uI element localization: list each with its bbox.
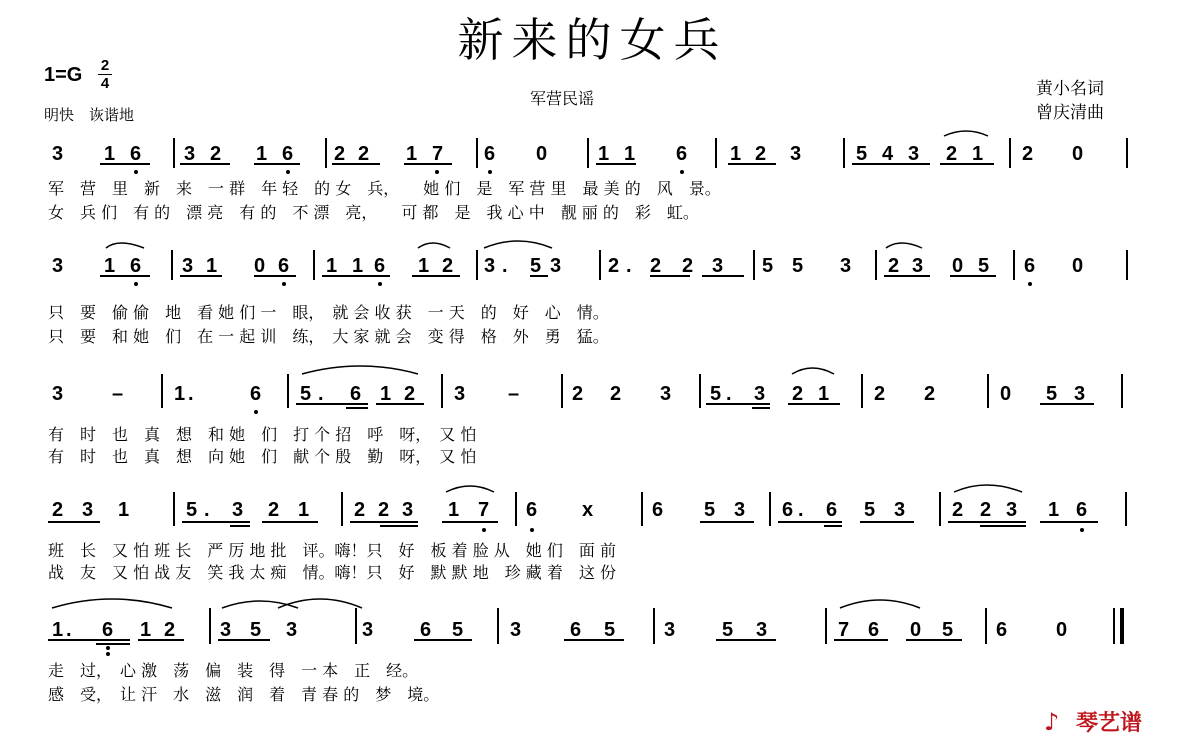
svg-text:2: 2 (210, 143, 222, 165)
composer-credit: 曾庆清曲 (1036, 103, 1104, 123)
svg-text:6: 6 (130, 143, 142, 165)
svg-text:6: 6 (278, 255, 290, 277)
svg-text:6: 6 (420, 619, 432, 641)
svg-text:1: 1 (298, 499, 310, 521)
svg-text:2: 2 (1022, 143, 1034, 165)
lyric-verse-2: 战 友 又 怕 战 友 笑 我 太 痴 情。嗨！只 好 默 默 地 珍 藏 着 这 份 (48, 563, 616, 582)
svg-text:5: 5 (250, 619, 262, 641)
svg-text:7: 7 (432, 143, 444, 165)
svg-text:1: 1 (406, 143, 418, 165)
svg-text:2: 2 (650, 255, 662, 277)
lyric-verse-1: 走 过， 心 激 荡 偏 装 得 一 本 正 经。 (48, 661, 419, 680)
svg-text:0: 0 (1000, 383, 1012, 405)
svg-text:3: 3 (510, 619, 522, 641)
svg-text:3: 3 (52, 383, 64, 405)
svg-text:0: 0 (952, 255, 964, 277)
time-sig-bottom: 4 (100, 75, 110, 92)
svg-text:1: 1 (52, 619, 64, 641)
svg-text:.: . (66, 619, 72, 641)
svg-text:3: 3 (454, 383, 466, 405)
svg-text:x: x (582, 499, 594, 521)
lyric-verse-2: 女 兵 们 有 的 漂 亮 有 的 不 漂 亮， 可 都 是 我 心 中 靓 丽 的 彩 虹。 (48, 203, 699, 222)
svg-text:3: 3 (1006, 499, 1018, 521)
svg-text:6: 6 (130, 255, 142, 277)
svg-text:1: 1 (818, 383, 830, 405)
genre-label: 军营民谣 (530, 89, 595, 108)
svg-text:3: 3 (52, 255, 64, 277)
svg-text:3: 3 (182, 255, 194, 277)
svg-text:2: 2 (572, 383, 584, 405)
svg-text:4: 4 (882, 143, 894, 165)
svg-text:2: 2 (358, 143, 370, 165)
svg-text:3: 3 (908, 143, 920, 165)
svg-text:0: 0 (536, 143, 548, 165)
lyricist-credit: 黄小名词 (1036, 79, 1104, 99)
svg-text:2: 2 (874, 383, 886, 405)
lyric-verse-1: 班 长 又 怕 班 长 严 厉 地 批 评。嗨！只 好 板 着 脸 从 她 们 面 前 (48, 541, 616, 560)
score-row-5 (0, 598, 1185, 708)
svg-text:3: 3 (184, 143, 196, 165)
svg-text:3: 3 (232, 499, 244, 521)
score-row-2 (0, 240, 1185, 350)
svg-text:.: . (626, 255, 632, 277)
svg-text:6: 6 (570, 619, 582, 641)
svg-text:1: 1 (206, 255, 218, 277)
svg-text:1: 1 (326, 255, 338, 277)
lyric-verse-1: 军 营 里 新 来 一 群 年 轻 的 女 兵， 她 们 是 军 营 里 最 美 的 风 景。 (48, 179, 721, 198)
svg-text:6: 6 (868, 619, 880, 641)
lyric-verse-2: 感 受， 让 汗 水 滋 润 着 青 春 的 梦 境。 (48, 685, 440, 704)
svg-text:1: 1 (140, 619, 152, 641)
svg-text:5: 5 (186, 499, 198, 521)
svg-text:6: 6 (826, 499, 838, 521)
svg-text:5: 5 (864, 499, 876, 521)
svg-text:–: – (112, 383, 124, 405)
svg-text:.: . (726, 383, 732, 405)
svg-text:6: 6 (350, 383, 362, 405)
site-logo-text: 琴艺谱 (1076, 711, 1143, 736)
svg-text:6: 6 (282, 143, 294, 165)
svg-text:3: 3 (840, 255, 852, 277)
svg-text:.: . (204, 499, 210, 521)
lyric-verse-2: 有 时 也 真 想 向 她 们 献 个 殷 勤 呀， 又 怕 (48, 447, 477, 466)
svg-text:.: . (502, 255, 508, 277)
svg-text:3: 3 (790, 143, 802, 165)
svg-text:5: 5 (604, 619, 616, 641)
svg-text:2: 2 (888, 255, 900, 277)
svg-text:3: 3 (660, 383, 672, 405)
svg-text:6: 6 (996, 619, 1008, 641)
svg-text:0: 0 (1072, 143, 1084, 165)
svg-text:5: 5 (792, 255, 804, 277)
svg-text:2: 2 (610, 383, 622, 405)
svg-text:3: 3 (894, 499, 906, 521)
svg-text:2: 2 (442, 255, 454, 277)
svg-text:2: 2 (924, 383, 936, 405)
svg-text:5: 5 (530, 255, 542, 277)
svg-text:1: 1 (730, 143, 742, 165)
svg-text:1: 1 (418, 255, 430, 277)
svg-text:5: 5 (978, 255, 990, 277)
svg-text:7: 7 (478, 499, 490, 521)
svg-text:0: 0 (254, 255, 266, 277)
svg-text:3: 3 (756, 619, 768, 641)
svg-text:6: 6 (102, 619, 114, 641)
svg-text:6: 6 (676, 143, 688, 165)
svg-text:3: 3 (664, 619, 676, 641)
svg-text:1: 1 (1048, 499, 1060, 521)
svg-text:3: 3 (712, 255, 724, 277)
svg-text:2: 2 (164, 619, 176, 641)
score-row-1 (0, 128, 1185, 238)
svg-text:5: 5 (300, 383, 312, 405)
svg-text:1: 1 (448, 499, 460, 521)
svg-text:6: 6 (374, 255, 386, 277)
svg-text:2: 2 (404, 383, 416, 405)
qinyipu-logo-icon: ♪ (1044, 708, 1060, 736)
svg-text:.: . (798, 499, 804, 521)
svg-text:2: 2 (354, 499, 366, 521)
svg-text:2: 2 (755, 143, 767, 165)
svg-text:3: 3 (912, 255, 924, 277)
svg-text:3: 3 (1074, 383, 1086, 405)
svg-text:1: 1 (624, 143, 636, 165)
score-row-4 (0, 482, 1185, 592)
svg-text:2: 2 (52, 499, 64, 521)
svg-text:0: 0 (910, 619, 922, 641)
svg-text:.: . (188, 383, 194, 405)
svg-text:5: 5 (710, 383, 722, 405)
svg-text:0: 0 (1056, 619, 1068, 641)
svg-text:3: 3 (220, 619, 232, 641)
svg-text:2: 2 (980, 499, 992, 521)
svg-text:2: 2 (608, 255, 620, 277)
svg-text:1: 1 (352, 255, 364, 277)
lyric-verse-1: 只 要 偷 偷 地 看 她 们 一 眼， 就 会 收 获 一 天 的 好 心 情。 (48, 303, 609, 322)
svg-text:5: 5 (704, 499, 716, 521)
svg-text:5: 5 (856, 143, 868, 165)
svg-text:1: 1 (104, 143, 116, 165)
svg-text:6: 6 (484, 143, 496, 165)
svg-text:3: 3 (734, 499, 746, 521)
score-row-3 (0, 364, 1185, 474)
svg-text:6: 6 (1024, 255, 1036, 277)
svg-text:2: 2 (946, 143, 958, 165)
svg-text:0: 0 (1072, 255, 1084, 277)
key-signature: 1=G (44, 64, 83, 86)
svg-text:2: 2 (682, 255, 694, 277)
svg-text:1: 1 (174, 383, 186, 405)
svg-text:3: 3 (286, 619, 298, 641)
svg-text:6: 6 (652, 499, 664, 521)
svg-text:2: 2 (792, 383, 804, 405)
svg-text:3: 3 (82, 499, 94, 521)
svg-text:2: 2 (952, 499, 964, 521)
svg-text:7: 7 (838, 619, 850, 641)
svg-text:.: . (318, 383, 324, 405)
svg-text:5: 5 (452, 619, 464, 641)
svg-text:6: 6 (250, 383, 262, 405)
svg-text:1: 1 (972, 143, 984, 165)
svg-text:5: 5 (722, 619, 734, 641)
svg-text:5: 5 (762, 255, 774, 277)
svg-text:2: 2 (268, 499, 280, 521)
svg-text:3: 3 (550, 255, 562, 277)
time-sig-top: 2 (100, 57, 110, 74)
svg-text:2: 2 (334, 143, 346, 165)
lyric-verse-2: 只 要 和 她 们 在 一 起 训 练， 大 家 就 会 变 得 格 外 勇 猛。 (48, 327, 609, 346)
svg-text:6: 6 (782, 499, 794, 521)
svg-text:5: 5 (942, 619, 954, 641)
song-title: 新来的女兵 (457, 13, 728, 67)
tempo-marking: 明快 诙谐地 (44, 106, 135, 124)
svg-text:–: – (508, 383, 520, 405)
svg-text:1: 1 (256, 143, 268, 165)
svg-text:6: 6 (1076, 499, 1088, 521)
svg-text:3: 3 (484, 255, 496, 277)
svg-text:1: 1 (598, 143, 610, 165)
lyric-verse-1: 有 时 也 真 想 和 她 们 打 个 招 呼 呀， 又 怕 (48, 425, 477, 444)
time-signature (98, 58, 112, 91)
svg-text:3: 3 (52, 143, 64, 165)
svg-text:3: 3 (754, 383, 766, 405)
svg-text:1: 1 (104, 255, 116, 277)
svg-text:6: 6 (526, 499, 538, 521)
svg-text:1: 1 (380, 383, 392, 405)
svg-text:3: 3 (402, 499, 414, 521)
svg-text:5: 5 (1046, 383, 1058, 405)
svg-text:1: 1 (118, 499, 130, 521)
svg-text:2: 2 (378, 499, 390, 521)
svg-text:3: 3 (362, 619, 374, 641)
